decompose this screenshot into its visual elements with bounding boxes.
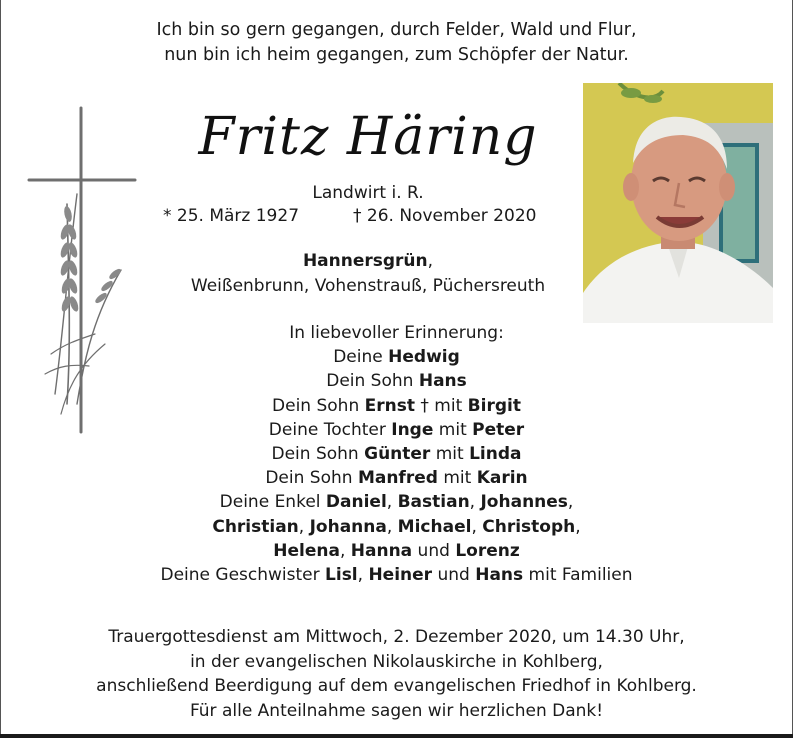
family-name: Hans	[475, 565, 524, 586]
connector: und	[412, 540, 456, 561]
family-name: Peter	[472, 419, 525, 440]
family-name: Ernst	[364, 395, 415, 416]
main-place: Hannersgrün	[302, 251, 428, 271]
relation: Dein Sohn	[272, 395, 365, 416]
family-line	[0, 369, 793, 393]
connector: ,	[471, 516, 483, 537]
main-place-line	[130, 249, 606, 274]
memorial-verse	[0, 18, 793, 68]
separator: ,	[427, 251, 434, 271]
family-name: Birgit	[467, 395, 521, 416]
service-line: in der evangelischen Nikolauskirche in Kohlberg,	[190, 651, 603, 672]
family-line	[0, 539, 793, 563]
family-intro: In liebevoller Erinnerung:	[289, 323, 504, 343]
death-date: † 26. November 2020	[353, 206, 537, 226]
family-name: Lorenz	[455, 540, 520, 561]
family-name: Hanna	[350, 540, 413, 561]
service-line: anschließend Beerdigung auf dem evangelischen Friedhof in Kohlberg.	[96, 676, 697, 696]
verse-line: nun bin ich heim gegangen, zum Schöpfer der Natur.	[164, 45, 629, 65]
family-line	[0, 490, 793, 514]
connector: ,	[298, 516, 310, 537]
portrait-photo	[583, 83, 773, 323]
funeral-service-info	[0, 625, 793, 723]
connector: mit	[430, 444, 470, 465]
connector: ,	[386, 516, 398, 537]
frame-bottom-border	[0, 734, 793, 738]
family-name: Daniel	[325, 492, 387, 513]
family-line	[0, 394, 793, 418]
portrait-illustration	[583, 83, 773, 323]
family-name: Manfred	[357, 468, 438, 489]
relation: Deine Enkel	[219, 492, 326, 513]
connector: ,	[386, 492, 398, 513]
connector: mit	[437, 468, 477, 489]
connector: † mit	[415, 395, 468, 416]
family-line	[0, 442, 793, 466]
family-name: Hans	[418, 371, 467, 392]
connector: und	[432, 565, 476, 586]
family-name: Michael	[397, 516, 472, 537]
occupation: Landwirt i. R.	[312, 183, 424, 203]
connector: ,	[567, 492, 574, 513]
connector: mit	[433, 419, 473, 440]
family-name: Christoph	[482, 516, 576, 537]
family-name: Karin	[476, 468, 528, 489]
family-name: Bastian	[397, 492, 470, 513]
connector: mit Familien	[523, 565, 633, 586]
family-list	[0, 321, 793, 587]
connector: ,	[469, 492, 481, 513]
thanks-line: Für alle Anteilnahme sagen wir herzlichen Dank!	[189, 700, 604, 721]
family-name: Lisl	[325, 565, 358, 586]
connector: ,	[357, 565, 369, 586]
connector: ,	[339, 540, 351, 561]
family-name: Helena	[273, 540, 340, 561]
verse-line: Ich bin so gern gegangen, durch Felder, Wald und Flur,	[156, 20, 637, 40]
relation: Deine	[333, 347, 389, 368]
family-name: Johannes	[480, 492, 568, 513]
family-name: Heiner	[368, 565, 433, 586]
family-line	[0, 466, 793, 490]
connector: ,	[575, 516, 581, 537]
family-name: Linda	[469, 444, 522, 465]
relation: Dein Sohn	[265, 468, 358, 489]
family-line	[0, 563, 793, 587]
relation: Dein Sohn	[271, 444, 365, 465]
service-line: Trauergottesdienst am Mittwoch, 2. Dezember 2020, um 14.30 Uhr,	[108, 627, 685, 647]
relation: Deine Geschwister	[160, 565, 326, 586]
family-line	[0, 418, 793, 442]
deceased-name: Fritz Häring	[198, 107, 538, 167]
relation: Deine Tochter	[268, 419, 392, 440]
family-line	[0, 515, 793, 539]
family-line	[0, 345, 793, 369]
relation: Dein Sohn	[326, 371, 419, 392]
family-name: Christian	[212, 516, 299, 537]
family-name: Hedwig	[388, 347, 460, 368]
family-name: Inge	[391, 419, 434, 440]
family-name: Günter	[364, 444, 431, 465]
birth-date: * 25. März 1927	[163, 206, 300, 226]
places	[130, 249, 606, 299]
other-places: Weißenbrunn, Vohenstrauß, Püchersreuth	[190, 276, 546, 296]
family-name: Johanna	[309, 516, 387, 537]
